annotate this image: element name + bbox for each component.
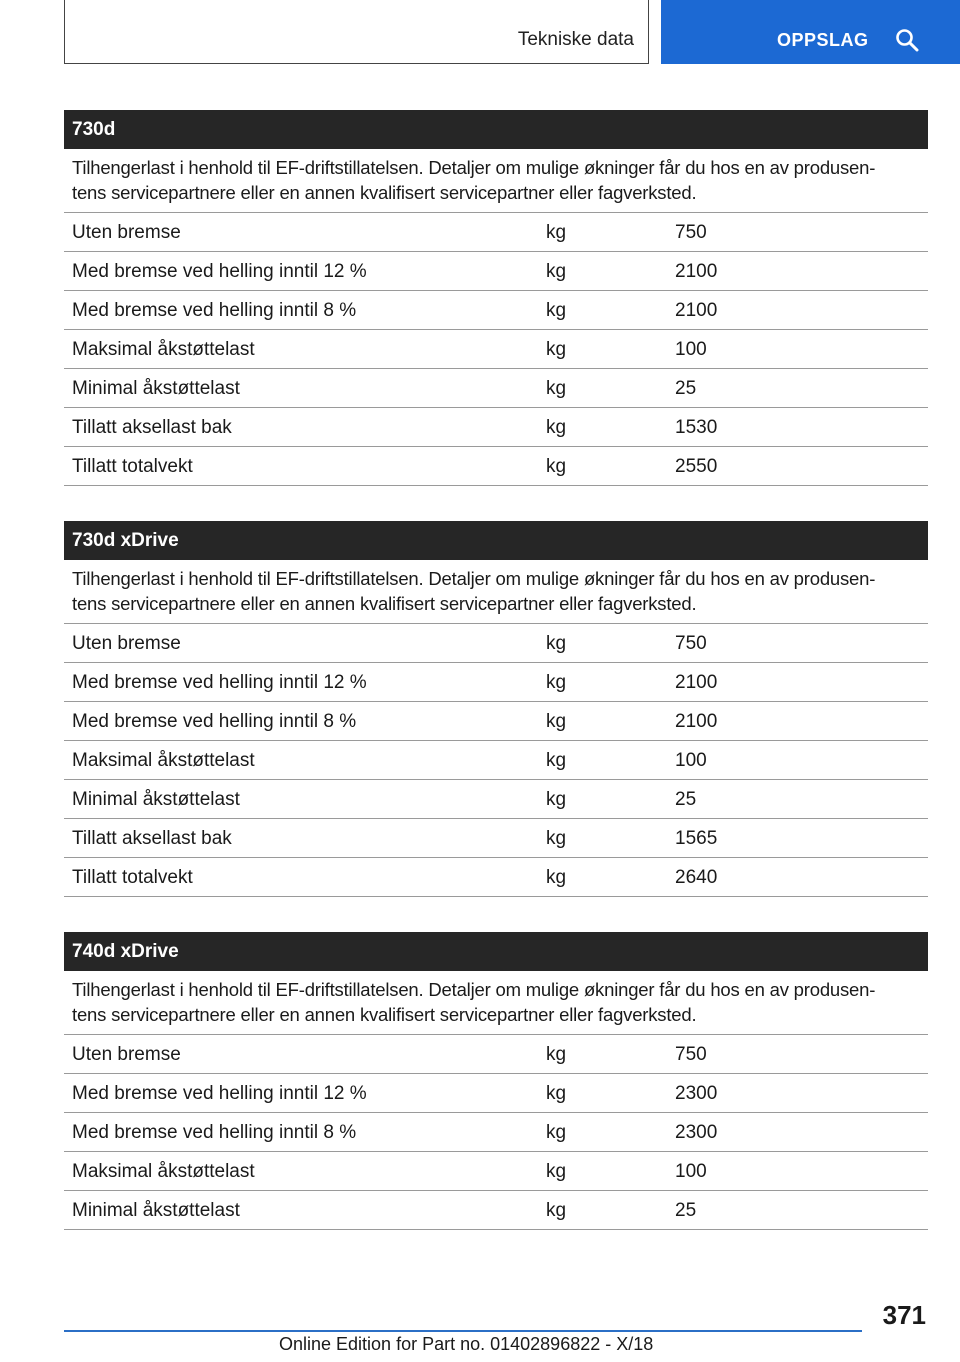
row-value: 100 xyxy=(675,339,707,360)
table-row xyxy=(64,330,928,369)
row-label: Med bremse ved helling inntil 12 % xyxy=(72,261,367,282)
row-value: 2300 xyxy=(675,1083,718,1104)
row-label: Med bremse ved helling inntil 12 % xyxy=(72,672,367,693)
header-section-tab xyxy=(64,0,649,64)
section-title: Tekniske data xyxy=(517,29,634,50)
row-label: Uten bremse xyxy=(72,222,181,243)
spec-table-730d xyxy=(64,110,928,486)
table-row xyxy=(64,1152,928,1191)
table-row xyxy=(64,624,928,663)
row-value: 100 xyxy=(675,1161,707,1182)
table-row xyxy=(64,819,928,858)
table-row xyxy=(64,741,928,780)
table-row xyxy=(64,213,928,252)
desc-line: Tilhengerlast i henhold til EF-driftstillatelsen. Detaljer om mulige økninger får du hos en av produsen‐ xyxy=(72,568,876,589)
row-unit: kg xyxy=(546,378,567,399)
desc-line: Tilhengerlast i henhold til EF-driftstillatelsen. Detaljer om mulige økninger får du hos en av produsen‐ xyxy=(72,157,876,178)
row-label: Maksimal åkstøttelast xyxy=(72,1161,255,1182)
footer-divider xyxy=(64,1330,862,1332)
row-value: 25 xyxy=(675,1200,697,1221)
table-row xyxy=(64,369,928,408)
table-row xyxy=(64,663,928,702)
row-value: 100 xyxy=(675,750,707,771)
desc-line: tens servicepartnere eller en annen kvalifisert servicepartner eller fagverksted. xyxy=(72,593,697,614)
row-unit: kg xyxy=(546,261,567,282)
row-label: Minimal åkstøttelast xyxy=(72,378,240,399)
row-value: 2640 xyxy=(675,867,718,888)
row-value: 2100 xyxy=(675,672,718,693)
table-description xyxy=(64,149,928,213)
row-value: 1530 xyxy=(675,417,718,438)
row-label: Tillatt totalvekt xyxy=(72,456,193,477)
oppslag-button[interactable] xyxy=(661,0,960,64)
row-value: 750 xyxy=(675,1044,707,1065)
row-value: 25 xyxy=(675,378,697,399)
table-row xyxy=(64,1191,928,1230)
row-unit: kg xyxy=(546,828,567,849)
page-number: 371 xyxy=(882,1300,926,1330)
row-value: 2100 xyxy=(675,711,718,732)
search-icon xyxy=(895,28,919,52)
row-label: Med bremse ved helling inntil 8 % xyxy=(72,300,357,321)
table-row xyxy=(64,858,928,897)
row-unit: kg xyxy=(546,789,567,810)
row-unit: kg xyxy=(546,633,567,654)
row-label: Maksimal åkstøttelast xyxy=(72,339,255,360)
row-unit: kg xyxy=(546,222,567,243)
table-row xyxy=(64,291,928,330)
row-value: 2100 xyxy=(675,261,718,282)
table-title: 730d xyxy=(64,110,928,149)
row-value: 25 xyxy=(675,789,697,810)
row-unit: kg xyxy=(546,1044,567,1065)
table-title: 730d xDrive xyxy=(64,521,928,560)
row-label: Tillatt totalvekt xyxy=(72,867,193,888)
table-row xyxy=(64,1035,928,1074)
row-unit: kg xyxy=(546,456,567,477)
row-unit: kg xyxy=(546,1200,567,1221)
table-title: 740d xDrive xyxy=(64,932,928,971)
row-label: Uten bremse xyxy=(72,633,181,654)
oppslag-label: OPPSLAG xyxy=(777,30,869,50)
row-label: Minimal åkstøttelast xyxy=(72,1200,240,1221)
row-value: 750 xyxy=(675,633,707,654)
table-description xyxy=(64,971,928,1035)
row-value: 2100 xyxy=(675,300,718,321)
desc-line: tens servicepartnere eller en annen kvalifisert servicepartner eller fagverksted. xyxy=(72,182,697,203)
row-label: Med bremse ved helling inntil 12 % xyxy=(72,1083,367,1104)
spec-table-730d-xdrive xyxy=(64,521,928,897)
spec-table-740d-xdrive xyxy=(64,932,928,1230)
row-unit: kg xyxy=(546,1122,567,1143)
row-label: Minimal åkstøttelast xyxy=(72,789,240,810)
table-row xyxy=(64,447,928,486)
row-unit: kg xyxy=(546,750,567,771)
table-row xyxy=(64,1113,928,1152)
row-unit: kg xyxy=(546,1161,567,1182)
table-row xyxy=(64,252,928,291)
table-description xyxy=(64,560,928,624)
row-unit: kg xyxy=(546,417,567,438)
row-unit: kg xyxy=(546,300,567,321)
table-row xyxy=(64,702,928,741)
table-row xyxy=(64,780,928,819)
row-label: Uten bremse xyxy=(72,1044,181,1065)
row-value: 1565 xyxy=(675,828,718,849)
desc-line: Tilhengerlast i henhold til EF-driftstillatelsen. Detaljer om mulige økninger får du hos en av produsen‐ xyxy=(72,979,876,1000)
row-value: 2300 xyxy=(675,1122,718,1143)
row-unit: kg xyxy=(546,672,567,693)
row-value: 750 xyxy=(675,222,707,243)
footer-edition: Online Edition for Part no. 01402896822 - X/18 xyxy=(279,1334,654,1354)
row-unit: kg xyxy=(546,339,567,360)
table-row xyxy=(64,1074,928,1113)
row-unit: kg xyxy=(546,867,567,888)
row-label: Med bremse ved helling inntil 8 % xyxy=(72,711,357,732)
row-label: Med bremse ved helling inntil 8 % xyxy=(72,1122,357,1143)
row-unit: kg xyxy=(546,1083,567,1104)
row-label: Maksimal åkstøttelast xyxy=(72,750,255,771)
row-unit: kg xyxy=(546,711,567,732)
table-row xyxy=(64,408,928,447)
row-label: Tillatt aksellast bak xyxy=(72,417,232,438)
row-label: Tillatt aksellast bak xyxy=(72,828,232,849)
desc-line: tens servicepartnere eller en annen kvalifisert servicepartner eller fagverksted. xyxy=(72,1004,697,1025)
row-value: 2550 xyxy=(675,456,718,477)
